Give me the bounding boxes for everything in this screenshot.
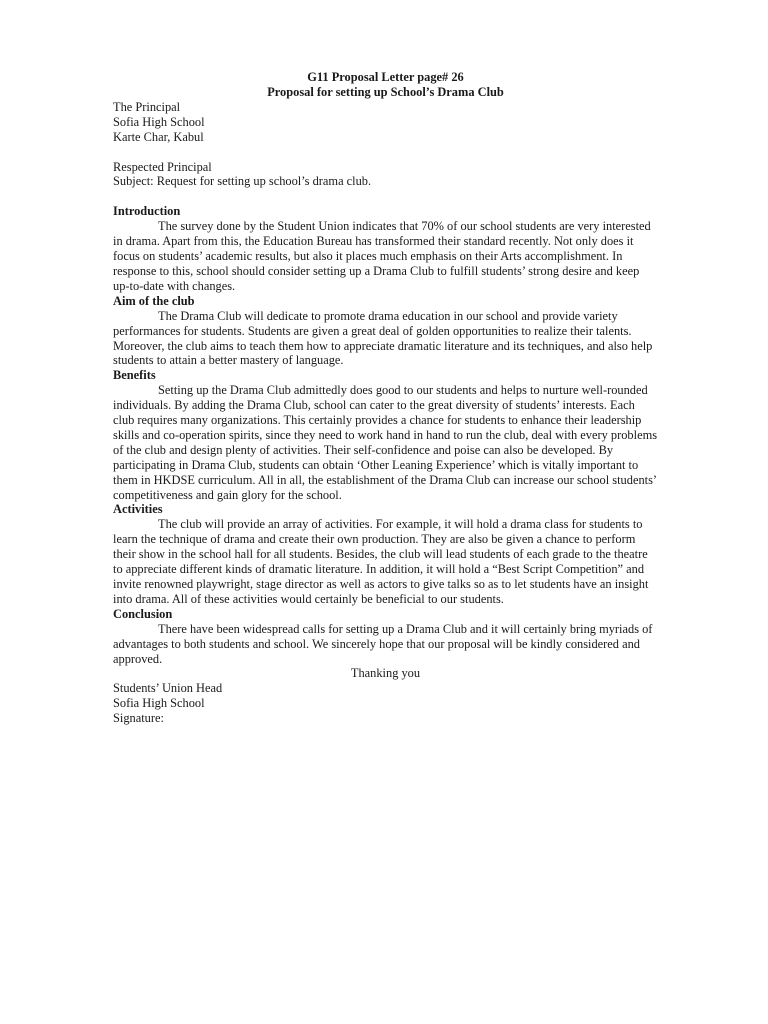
closing-line: Thanking you — [350, 666, 421, 681]
section-benefits — [113, 368, 658, 502]
section-body: Setting up the Drama Club admittedly does good to our students and helps to nurture well-rounded individuals. By adding the Drama Club, school can cater to the great diversity of students’ interests. Each club requires many organizations. This certainly provides a chance for students to enhance their leadership skills and co-operation spirits, since they need to work hand in hand to run the club, deal with every problems of the club and design plenty of activities. Their self-confidence and poise can also be developed. By participating in Drama Club, students can obtain ‘Other Leaning Experience’ which is vitally important to them in HKDSE curriculum. All in all, the establishment of the Drama Club can increase our school students’ competitiveness and gain glory for the school. — [113, 383, 658, 502]
subject-line: Subject: Request for setting up school’s drama club. — [113, 174, 372, 189]
section-conclusion — [113, 607, 658, 667]
section-body: The Drama Club will dedicate to promote drama education in our school and provide variety performances for students. Students are given a great deal of golden opportunities to realize their talents. Moreover, the club aims to teach them how to appreciate dramatic literature and its techniques, and also help students to attain a better mastery of language. — [113, 308, 653, 368]
section-body: The club will provide an array of activities. For example, it will hold a drama class for students to learn the technique of drama and create their own production. They are also be given a chance to perform their show in the school hall for all students. Besides, the club will lead students of each grade to the theatre to appreciate different kinds of dramatic literature. In addition, it will hold a “Best Script Competition” and invite renowned playwright, stage director as well as actors to give talks so as to let students have an insight into drama. All of these activities would certainly be beneficial to our students. — [113, 517, 649, 606]
recipient-line-2: Sofia High School — [113, 114, 205, 129]
section-heading: Introduction — [113, 204, 181, 219]
sender-block — [113, 681, 658, 726]
document-title: G11 Proposal Letter page# 26 — [307, 70, 464, 84]
section-activities — [113, 502, 658, 606]
section-introduction — [113, 204, 658, 293]
salutation: Respected Principal — [113, 159, 212, 174]
section-aim — [113, 294, 658, 369]
recipient-address — [113, 100, 658, 145]
recipient-line-3: Karte Char, Kabul — [113, 129, 204, 144]
section-heading: Conclusion — [113, 606, 173, 621]
section-heading: Aim of the club — [113, 293, 195, 308]
section-body: There have been widespread calls for setting up a Drama Club and it will certainly bring myriads of advantages to both students and school. We sincerely hope that our proposal will be kindly considered and approved. — [113, 621, 653, 666]
letter-page — [113, 70, 658, 726]
signature-label: Signature: — [113, 711, 164, 726]
section-heading: Benefits — [113, 368, 156, 383]
spacer — [113, 189, 658, 204]
section-heading: Activities — [113, 502, 163, 517]
spacer — [113, 145, 658, 160]
title-block — [113, 70, 658, 100]
sender-line-2: Sofia High School — [113, 696, 205, 711]
recipient-line-1: The Principal — [113, 99, 181, 114]
sender-line-1: Students’ Union Head — [113, 681, 223, 696]
document-subtitle: Proposal for setting up School’s Drama Club — [267, 84, 504, 99]
section-body: The survey done by the Student Union indicates that 70% of our school students are very interested in drama. Apart from this, the Education Bureau has transformed their standard recently. Not only does it focus on students’ academic results, but also it places much emphasis on their Arts accomplishment. In response to this, school should consider setting up a Drama Club to fulfill students’ strong desire and keep up-to-date with changes. — [113, 219, 651, 293]
